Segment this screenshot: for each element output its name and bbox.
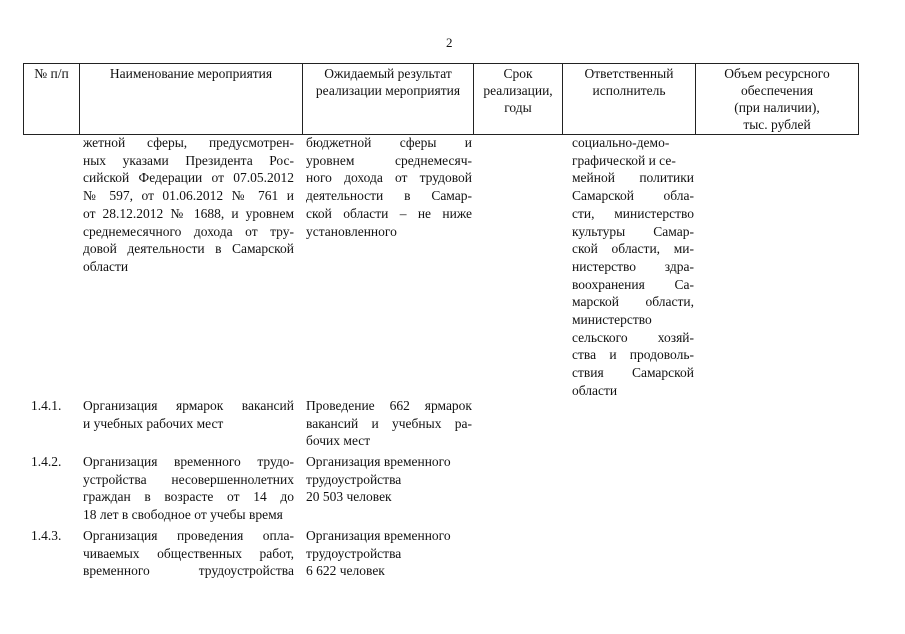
text-line: Организация проведения опла- — [83, 528, 294, 543]
table-header — [23, 63, 859, 135]
row-result — [306, 453, 472, 506]
header-responsible: Ответственный исполнитель — [563, 64, 696, 135]
text-line: вакансий и учебных ра- — [306, 415, 472, 431]
text-line: сельского хозяй- — [572, 329, 694, 345]
text-line: чиваемых общественных работ, — [83, 545, 294, 561]
text-line: установленного — [306, 223, 397, 239]
continuation-result — [306, 134, 472, 240]
text-line: Организация временного — [306, 454, 451, 469]
text-line: ных указами Президента Рос- — [83, 152, 294, 168]
text-line: и учебных рабочих мест — [83, 415, 224, 431]
text-line: трудоустройства — [306, 545, 402, 561]
text-line: Самарской обла- — [572, 188, 694, 204]
text-line: уровнем среднемесяч- — [306, 152, 472, 168]
text-line: сийской Федерации от 07.05.2012 — [83, 170, 294, 186]
text-line: Организация временного трудо- — [83, 454, 294, 469]
row-result — [306, 527, 472, 580]
text-line: сти, министерство — [572, 205, 694, 221]
text-line: культуры Самар- — [572, 223, 694, 239]
text-line: области — [572, 382, 618, 398]
text-line: 18 лет в свободное от учебы время — [83, 507, 283, 523]
text-line: Организация временного — [306, 528, 451, 543]
continuation-responsible — [572, 134, 694, 400]
text-line: Организация ярмарок вакансий — [83, 398, 294, 413]
continuation-name — [83, 134, 294, 276]
text-line: области — [83, 258, 129, 274]
text-line: устройства несовершеннолетних — [83, 471, 294, 487]
text-line: ства и продоволь- — [572, 347, 694, 363]
text-line: жетной сферы, предусмотрен- — [83, 135, 294, 150]
text-line: марской области, — [572, 294, 694, 310]
text-line: министерство — [572, 312, 652, 328]
row-name — [83, 453, 294, 524]
header-expected-result: Ожидаемый результат реализации мероприятия — [303, 64, 474, 135]
text-line: временного трудоустройства — [83, 563, 294, 579]
text-line: социально-демо- — [572, 135, 670, 150]
text-line: воохранения Са- — [572, 276, 694, 292]
text-line: от 28.12.2012 № 1688, и уровнем — [83, 205, 294, 221]
header-number: № п/п — [24, 64, 80, 135]
text-line: среднемесячного дохода от тру- — [83, 223, 294, 239]
header-measure-name: Наименование мероприятия — [80, 64, 303, 135]
text-line: № 597, от 01.06.2012 № 761 и — [83, 188, 294, 204]
page-number: 2 — [446, 35, 453, 50]
text-line: граждан в возрасте от 14 до — [83, 489, 294, 505]
row-number: 1.4.2. — [31, 454, 62, 469]
text-line: ской области – не ниже — [306, 205, 472, 221]
text-line: Проведение 662 ярмарок — [306, 398, 472, 413]
text-line: бюджетной сферы и — [306, 135, 472, 150]
text-line: нистерство здра- — [572, 258, 694, 274]
row-name — [83, 527, 294, 580]
row-number: 1.4.1. — [31, 398, 62, 413]
text-line: деятельности в Самар- — [306, 188, 472, 204]
text-line: ской области, ми- — [572, 241, 694, 257]
text-line: 6 622 человек — [306, 563, 385, 579]
text-line: трудоустройства — [306, 471, 402, 487]
text-line: мейной политики — [572, 170, 694, 186]
header-term: Срок реализации, годы — [474, 64, 563, 135]
row-number: 1.4.3. — [31, 528, 62, 543]
row-name — [83, 397, 294, 432]
text-line: бочих мест — [306, 433, 371, 449]
row-result — [306, 397, 472, 450]
text-line: довой деятельности в Самарской — [83, 241, 294, 257]
text-line: графической и се- — [572, 152, 676, 168]
header-resource-volume: Объем ресурсного обеспечения (при наличии), тыс. рублей — [696, 64, 859, 135]
text-line: ного дохода от трудовой — [306, 170, 472, 186]
text-line: 20 503 человек — [306, 489, 392, 505]
text-line: ствия Самарской — [572, 365, 694, 381]
